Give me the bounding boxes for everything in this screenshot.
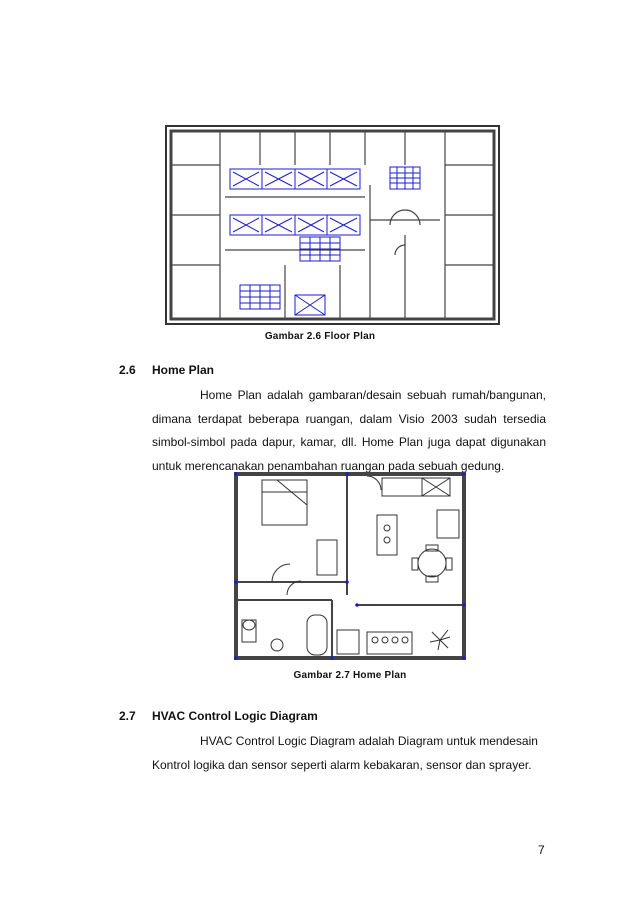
section-paragraph — [152, 384, 546, 478]
paragraph-line: untuk merencanakan penambahan ruangan pada sebuah gedung. — [152, 458, 505, 473]
section-number: 2.6 — [119, 363, 136, 377]
section-number: 2.7 — [119, 709, 136, 723]
section-title: HVAC Control Logic Diagram — [152, 709, 318, 723]
paragraph-line: Home Plan adalah gambaran/desain sebuah rumah/bangunan, — [200, 388, 546, 402]
section-title: Home Plan — [152, 363, 215, 377]
paragraph-line: dimana terdapat beberapa ruangan, dalam Visio 2003 sudah tersedia — [152, 411, 546, 426]
paragraph-line: simbol-simbol pada dapur, kamar, dll. Home Plan juga dapat digunakan — [152, 435, 546, 449]
home-plan-caption: Gambar 2.7 Home Plan — [293, 670, 407, 681]
floor-plan-caption: Gambar 2.6 Floor Plan — [264, 331, 376, 342]
home-plan-figure — [232, 470, 468, 662]
page-number: 7 — [538, 843, 545, 857]
floor-plan-figure — [165, 125, 500, 325]
section-paragraph — [152, 730, 546, 777]
paragraph-line: HVAC Control Logic Diagram adalah Diagram untuk mendesain — [200, 734, 538, 748]
paragraph-line: Kontrol logika dan sensor seperti alarm kebakaran, sensor dan sprayer. — [152, 757, 532, 772]
